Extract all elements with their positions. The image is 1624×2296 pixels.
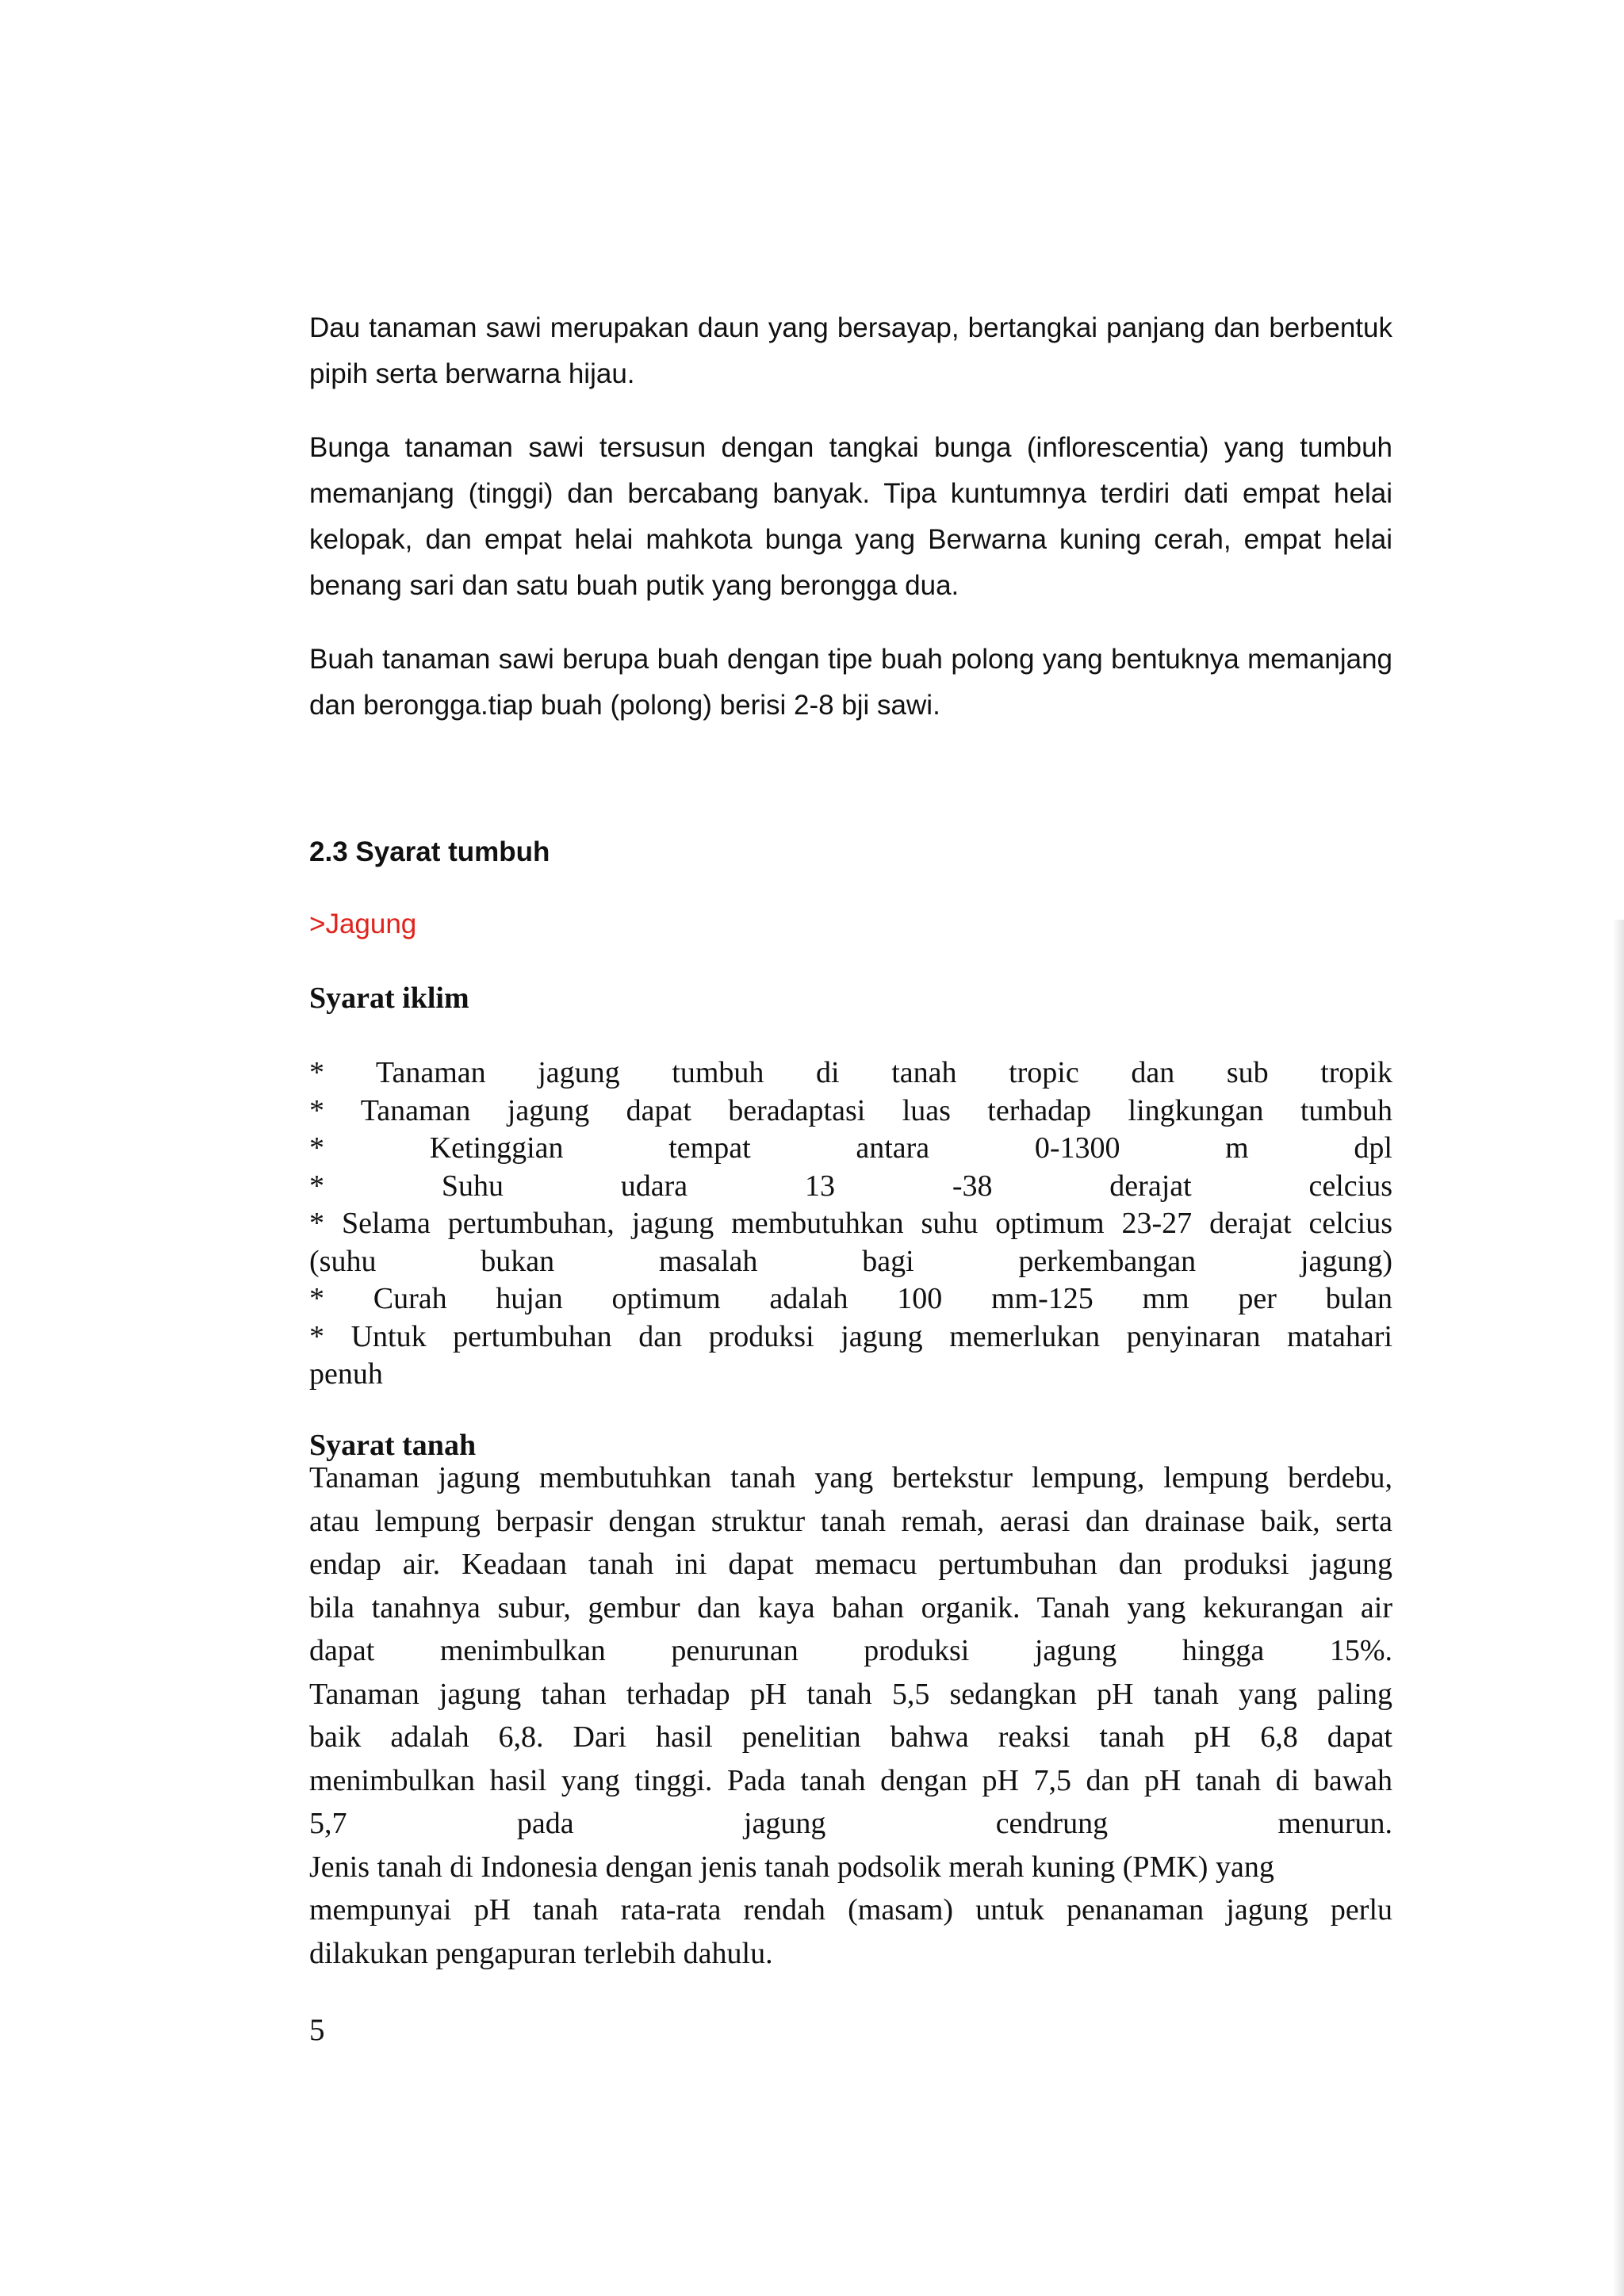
tanah-line: mempunyai pH tanah rata-rata rendah (masam) untuk penanaman jagung perlu xyxy=(309,1893,1392,1927)
paragraph-bunga: Bunga tanaman sawi tersusun dengan tangkai bunga (inflorescentia) yang tumbuh memanjang (tinggi) dan bercabang banyak. Tipa kuntumnya terdiri dati empat helai kelopak, dan empat helai mahkota bunga yang Berwarna kuning cerah, empat helai benang sari dan satu buah putik yang berongga dua. xyxy=(309,432,1392,601)
iklim-line: (suhu bukan masalah bagi perkembangan jagung) xyxy=(309,1244,1392,1278)
tanah-line: Tanaman jagung tahan terhadap pH tanah 5,5 sedangkan pH tanah yang paling xyxy=(309,1677,1392,1711)
iklim-line: * Ketinggian tempat antara 0-1300 m dpl xyxy=(309,1131,1392,1165)
iklim-line: * Tanaman jagung dapat beradaptasi luas terhadap lingkungan tumbuh xyxy=(309,1093,1392,1127)
iklim-line: * Curah hujan optimum adalah 100 mm-125 mm per bulan xyxy=(309,1282,1392,1315)
page-edge-shadow xyxy=(1613,920,1624,2296)
paragraph-buah: Buah tanaman sawi berupa buah dengan tipe buah polong yang bentuknya memanjang dan berongga.tiap buah (polong) berisi 2-8 bji sawi. xyxy=(309,644,1392,721)
tanah-line: Jenis tanah di Indonesia dengan jenis tanah podsolik merah kuning (PMK) yang xyxy=(309,1850,1274,1884)
tanah-line: dilakukan pengapuran terlebih dahulu. xyxy=(309,1936,773,1970)
iklim-heading: Syarat iklim xyxy=(309,982,469,1015)
section-title: 2.3 Syarat tumbuh xyxy=(309,836,550,867)
iklim-line: * Selama pertumbuhan, jagung membutuhkan suhu optimum 23-27 derajat celcius xyxy=(309,1207,1392,1240)
iklim-line: * Tanaman jagung tumbuh di tanah tropic dan sub tropik xyxy=(309,1056,1392,1089)
page-number: 5 xyxy=(309,2013,325,2047)
tanah-line: atau lempung berpasir dengan struktur tanah remah, aerasi dan drainase baik, serta xyxy=(309,1504,1392,1538)
iklim-list xyxy=(309,1054,1392,1394)
iklim-line: * Suhu udara 13 -38 derajat celcius xyxy=(309,1169,1392,1203)
iklim-line: penuh xyxy=(309,1357,383,1391)
paragraph-daun: Dau tanaman sawi merupakan daun yang bersayap, bertangkai panjang dan berbentuk pipih serta berwarna hijau. xyxy=(309,312,1392,389)
tanah-line: menimbulkan hasil yang tinggi. Pada tanah dengan pH 7,5 dan pH tanah di bawah xyxy=(309,1763,1392,1797)
tanah-line: Tanaman jagung membutuhkan tanah yang bertekstur lempung, lempung berdebu, xyxy=(309,1461,1392,1494)
tanah-line: 5,7 pada jagung cendrung menurun. xyxy=(309,1807,1392,1840)
tanah-line: baik adalah 6,8. Dari hasil penelitian bahwa reaksi tanah pH 6,8 dapat xyxy=(309,1720,1392,1754)
tanah-line: dapat menimbulkan penurunan produksi jagung hingga 15%. xyxy=(309,1634,1392,1667)
tanah-line: endap air. Keadaan tanah ini dapat memacu pertumbuhan dan produksi jagung xyxy=(309,1548,1392,1581)
iklim-line: * Untuk pertumbuhan dan produksi jagung memerlukan penyinaran matahari xyxy=(309,1319,1392,1353)
subsection-jagung: >Jagung xyxy=(309,909,417,939)
tanah-paragraph xyxy=(309,1460,1392,1979)
tanah-line: bila tanahnya subur, gembur dan kaya bahan organik. Tanah yang kekurangan air xyxy=(309,1590,1392,1624)
tanah-heading: Syarat tanah xyxy=(309,1429,477,1462)
